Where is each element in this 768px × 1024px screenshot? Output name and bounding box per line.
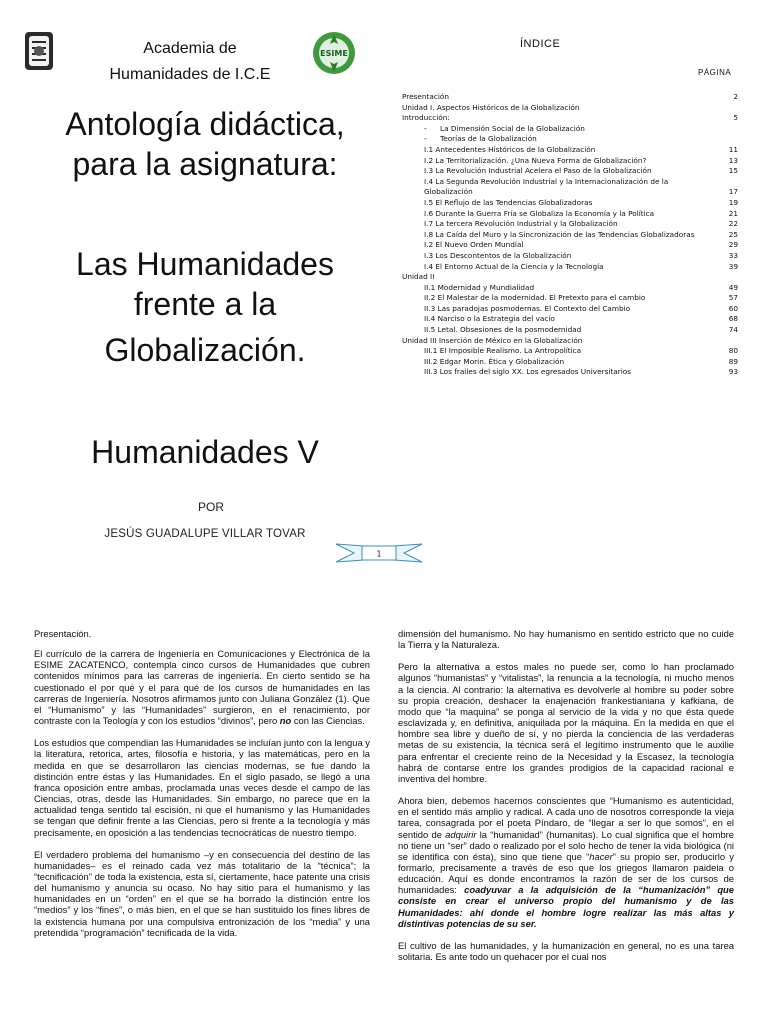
title-line-2: para la asignatura:: [72, 146, 338, 182]
index-entry-label: I.4 La Segunda Revolución Industrial y la Internacionalización de la Globalización: [424, 176, 669, 197]
index-entry: [402, 251, 738, 262]
index-entry-page: 80: [728, 346, 738, 356]
emphasis-adquirir: adquirir: [445, 828, 477, 840]
index-page-header: PÁGINA: [698, 68, 732, 77]
index-entry-page: 29: [728, 240, 738, 250]
index-entry: [402, 134, 738, 145]
index-entry-page: 22: [728, 219, 738, 229]
index-entry-label: I.8 La Caída del Muro y la Sincronización de las Tendencias Globalizadoras: [424, 229, 695, 239]
page-number-ribbon: [334, 540, 424, 566]
emphasis-no: no: [279, 715, 292, 727]
text-span: ” su propio ser, producirlo y formarlo, precisamente a través de eso que los griegos llamaron paideia o educación. Aquí es donde encontramos la razón de ser de los cursos de humanidades:: [398, 850, 734, 896]
index-entry: [402, 103, 738, 114]
index-entry: [402, 230, 738, 241]
subject-title: [20, 244, 390, 370]
anthology-title: [20, 104, 390, 184]
index-entry-page: 13: [728, 155, 738, 165]
course-name: Humanidades V: [91, 434, 319, 470]
paragraph: [34, 648, 370, 726]
index-entry-page: 89: [728, 356, 738, 366]
text-span: Ahora bien, debemos hacernos conscientes que “Humanismo es autenticidad, en el sentido más amplio y radical. A cada uno de nosotros corresponde la vieja tarea, consagrada por el poeta Píndaro, de “llegar a ser lo que somos”, en el sentido de: [398, 795, 734, 840]
index-entry-page: 68: [728, 314, 738, 324]
index-entry: [402, 198, 738, 209]
index-entry-page: 57: [728, 293, 738, 303]
index-entry-label: II.5 Letal. Obsesiones de la posmodernidad: [424, 325, 582, 335]
index-entry: [402, 314, 738, 325]
index-entry-label: III.2 Edgar Morin. Ética y Globalización: [424, 356, 565, 366]
index-entry: [402, 367, 738, 378]
index-entry-label: I.3 La Revolución Industrial Acelera el Paso de la Globalización: [424, 166, 652, 176]
index-entry: [402, 124, 738, 135]
index-entry: [402, 156, 738, 167]
index-entry-label: I.2 El Nuevo Orden Mundial: [424, 240, 524, 250]
index-entry-label: I.7 La tercera Revolución Industrial y la Globalización: [424, 219, 618, 229]
index-entry-label: I.6 Durante la Guerra Fría se Globaliza la Economía y la Política: [424, 208, 655, 218]
index-entry-page: 49: [728, 282, 738, 292]
paragraph: dimensión del humanismo. No hay humanismo en sentido estricto que no cuide la Tierra y la Naturaleza.: [398, 628, 734, 651]
index-entry: [402, 145, 738, 156]
index-entry-page: 93: [728, 367, 738, 377]
body-column-right: [398, 628, 734, 973]
index-entry-label: II.2 El Malestar de la modernidad. El Pretexto para el cambio: [424, 293, 646, 303]
index-entry-label: II.4 Narciso o la Estrategia del vacío: [424, 314, 555, 324]
index-entry-label: I.1 Antecedentes Históricos de la Globalización: [424, 144, 596, 154]
index-entry: [402, 209, 738, 220]
table-of-contents: [402, 92, 738, 378]
index-entry-label: II.1 Modernidad y Mundialidad: [424, 282, 535, 292]
index-entry-page: 15: [728, 166, 738, 176]
emphasis-hacer: hacer: [589, 850, 613, 862]
index-entry-page: 17: [728, 187, 738, 197]
text-span: El currículo de la carrera de Ingeniería en Comunicaciones y Electrónica de la ESIME ZACATENCO, contempla cinco cursos de Humanidades que cubren contenidos mínimos para las carreras de ingeniería. En cierto sentido se ha cuestionado el por qué y el para qué de los cursos de humanidades en las carreras de Ingeniería. Nosotros afirmamos junto con Juliana González (1). Que el “Humanismo” y las “Humanidades” surgieron, en el renacimiento, por contraste con la Teología y con los estudios “divinos”, pero: [34, 648, 370, 727]
index-entry: [402, 293, 738, 304]
index-entry-label: I.4 El Entorno Actual de la Ciencia y la Tecnología: [424, 261, 604, 271]
index-entry-label: III.3 Los frailes del siglo XX. Los egresados Universitarios: [424, 367, 632, 377]
paragraph: [398, 795, 734, 929]
index-entry-page: 33: [728, 250, 738, 260]
index-entry-page: 60: [728, 303, 738, 313]
index-entry-label: Unidad II: [402, 272, 435, 282]
emphasis-passage: coadyuvar a la adquisición de la “humanización” que consiste en crear el universo propio del humanismo y de las Humanidades: ahí donde el hombre logre realizar las más altas y distintivas potencias de su ser.: [398, 884, 734, 929]
by-label: POR: [198, 500, 225, 514]
academy-line-2: Humanidades de I.C.E: [109, 66, 271, 83]
index-entry-label: - La Dimensión Social de la Globalización: [402, 124, 738, 135]
index-entry: [402, 166, 738, 177]
index-entry: [402, 272, 738, 283]
title-line-1: Antología didáctica,: [65, 106, 345, 142]
index-entry-label: - Teorías de la Globalización: [402, 134, 738, 145]
subject-line-1: Las Humanidades: [76, 246, 334, 282]
index-entry: [402, 113, 738, 124]
esime-logo: [311, 30, 357, 76]
body-column-left: [34, 628, 370, 949]
index-entry-label: III.1 El Imposible Realismo. La Antropolítica: [424, 346, 582, 356]
index-entry-page: 21: [728, 208, 738, 218]
index-entry: [402, 177, 738, 198]
index-entry-label: Introducción:: [402, 113, 450, 123]
author-name: JESÚS GUADALUPE VILLAR TOVAR: [104, 528, 306, 540]
index-entry-page: 39: [728, 261, 738, 271]
paragraph: El verdadero problema del humanismo –y en consecuencia del destino de las humanidades– es el reinado cada vez más totalitario de la “técnica”; la “tecnificación” de toda la existencia, esta sí, ciertamente, hace patente una crisis del humanismo y anuncia su ocaso. No hay sitio para el humanismo y las humanidades en un “orden” en el que se ha borrado la distinción entre los “medios” y los “fines”, o más bien, en el que se han sustituido los fines libres de la existencia humana por una compulsiva entronización de los “media” y una pretendida “programación” tecnificada de la vida.: [34, 848, 370, 938]
text-span: la “humanidad” (humanitas). Lo cual significa que el hombre no tiene un “ser” dado o realizado por el solo hecho de tener la vida biológica (ni se identifica con ésta), sino que tiene que “: [398, 828, 734, 862]
index-entry-label: Presentación: [402, 92, 449, 101]
academy-name: [70, 36, 310, 88]
page-number: 1: [376, 549, 382, 559]
index-entry-label: Unidad I. Aspectos Históricos de la Globalización: [402, 102, 580, 112]
subject-line-2: frente a la: [133, 286, 277, 322]
index-entry-label: I.5 El Reflujo de las Tendencias Globalizadoras: [424, 197, 593, 207]
academy-line-1: Academia de: [143, 40, 237, 57]
index-entry-page: 11: [728, 144, 738, 154]
index-entry: [402, 304, 738, 315]
esime-logo-text: ESIME: [320, 49, 348, 58]
index-entry: [402, 219, 738, 230]
index-entry-page: 2: [733, 92, 738, 101]
index-title: ÍNDICE: [520, 38, 561, 50]
index-entry-label: I.2 La Territorialización. ¿Una Nueva Forma de Globalización?: [424, 155, 647, 165]
index-entry: [402, 357, 738, 368]
index-entry: [402, 325, 738, 336]
index-entry-page: 25: [728, 229, 738, 239]
index-entry: [402, 92, 738, 103]
ipn-seal-logo: [22, 30, 56, 72]
text-span: con las Ciencias.: [291, 715, 365, 727]
index-entry-label: II.3 Las paradojas posmodernas. El Contexto del Cambio: [424, 303, 631, 313]
index-entry: [402, 262, 738, 273]
index-entry: [402, 346, 738, 357]
index-entry: [402, 240, 738, 251]
subject-line-3: Globalización.: [104, 332, 306, 368]
index-entry-page: 5: [733, 113, 738, 123]
index-entry-page: 19: [728, 197, 738, 207]
index-entry-label: I.3 Los Descontentos de la Globalización: [424, 250, 572, 260]
paragraph: El cultivo de las humanidades, y la humanización en general, no es una tarea solitaria. Es ante todo un quehacer por el cual nos: [398, 939, 734, 963]
index-entry: [402, 283, 738, 294]
paragraph: Los estudios que compendian las Humanidades se incluían junto con la lengua y la literatura, retorica, artes, filosofía e historia, y las matemáticas, pero en la medida en que se desarrollaron las ciencias modernas, se fue dando la distinción entre éstas y las Humanidades. En el siglo pasado, se llegó a una franca oposición entre ambas, proclamada unas veces desde el campo de las Ciencias, otras, desde las Humanidades. Sin embargo, no parece que en la actualidad tenga sentido tal escisión, ni que el humanismo y las Humanidades se tengan que definir frente a las Ciencias, pero si frente a la tecnología y más precisamente, en oposición a las tendencias tecnocráticas de nuestro tiempo.: [34, 737, 370, 838]
paragraph: Pero la alternativa a estos males no puede ser, como lo han proclamado algunos “humanistas” y “vitalistas”, la renuncia a la tecnología, ni mucho menos a la ciencia. Al contrario: la alternativa es devolverle al hombre su poder sobre su propia creación, deshacer la enajenación frankestianiana y kafkiana, de modo que “la maquina” se ponga al servicio de la vida y no que ésta quede esclavizada y, en definitiva, aniquilada por la máquina. En la medida en que el hombre sea libre y dueño de sí, y no pierda la conciencia de las verdaderas metas de su existencia, la técnica será el legítimo instrumento que le auxilie para enfrentar el creciente reino de la Necesidad y la Escasez, la tecnología habrá de contarse entre los grandes prodigios de la capacidad racional e inventiva del hombre.: [398, 661, 734, 784]
index-entry-label: Unidad III Inserción de México en la Globalización: [402, 335, 583, 345]
presentation-heading: Presentación.: [34, 628, 92, 639]
index-entry-page: 74: [728, 325, 738, 335]
index-entry: [402, 336, 738, 347]
